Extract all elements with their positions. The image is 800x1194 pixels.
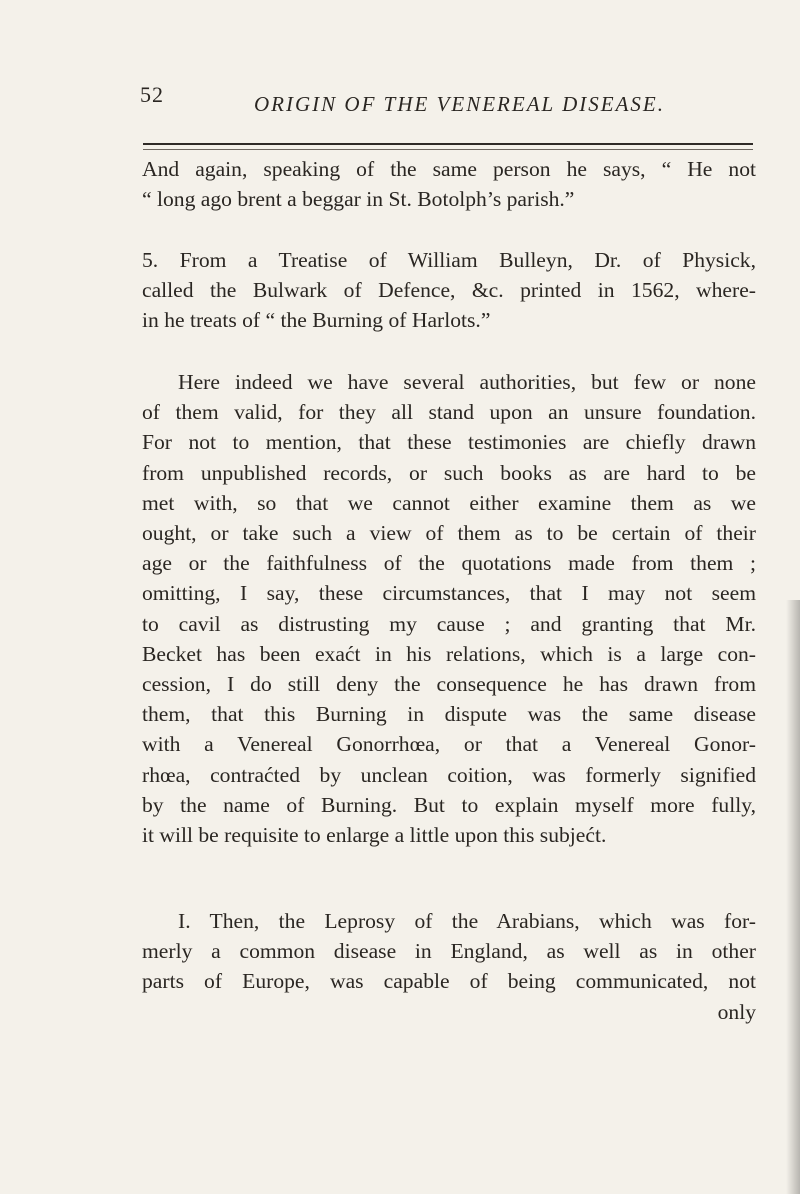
text-line: For not to mention, that these testimonies are chiefly drawn (142, 430, 756, 455)
text-line: of them valid, for they all stand upon an unsure foundation. (142, 400, 756, 425)
text-line: met with, so that we cannot either examine them as we (142, 490, 756, 515)
text-line: it will be requisite to enlarge a little upon this subjećt. (142, 823, 607, 848)
text-line: age or the faithfulness of the quotations made from them ; (142, 551, 756, 576)
page-number: 52 (140, 82, 164, 107)
text-line: Becket has been exaćt in his relations, which is a large con- (142, 641, 756, 666)
text-line: “ long ago brent a beggar in St. Botolph’s parish.” (142, 187, 575, 212)
text-line: to cavil as distrusting my cause ; and granting that Mr. (142, 611, 756, 636)
text-line: by the name of Burning. But to explain myself more fully, (142, 792, 756, 817)
text-line: parts of Europe, was capable of being communicated, not (142, 969, 756, 994)
header-rule (143, 143, 753, 145)
header-rule-thin (143, 149, 753, 150)
text-line: ought, or take such a view of them as to be certain of their (142, 521, 756, 546)
text-line: omitting, I say, these circumstances, that I may not seem (142, 581, 756, 606)
text-line: merly a common disease in England, as well as in other (142, 939, 756, 964)
text-line: in he treats of “ the Burning of Harlots.” (142, 308, 491, 333)
page-edge-shadow (786, 600, 800, 1194)
text-line: from unpublished records, or such books as are hard to be (142, 460, 756, 485)
paragraph-4 (142, 906, 756, 1027)
paragraph-1 (142, 154, 756, 214)
text-line: called the Bulwark of Defence, &c. printed in 1562, where- (142, 278, 756, 303)
catchword: only (717, 999, 756, 1024)
text-line: I. Then, the Leprosy of the Arabians, which was for- (178, 909, 756, 933)
text-line: cession, I do still deny the consequence he has drawn from (142, 672, 756, 697)
paragraph-3 (142, 367, 756, 850)
text-line: And again, speaking of the same person he says, “ He not (142, 157, 756, 181)
text-line: them, that this Burning in dispute was the same disease (142, 702, 756, 727)
text-line: Here indeed we have several authorities, but few or none (178, 370, 756, 394)
text-line: rhœa, contraćted by unclean coition, was formerly signified (142, 762, 756, 787)
text-line: with a Venereal Gonorrhœa, or that a Venereal Gonor- (142, 732, 756, 757)
text-line: 5. From a Treatise of William Bulleyn, Dr. of Physick, (142, 248, 756, 272)
paragraph-2 (142, 245, 756, 336)
running-head: ORIGIN OF THE VENEREAL DISEASE. (254, 92, 665, 116)
